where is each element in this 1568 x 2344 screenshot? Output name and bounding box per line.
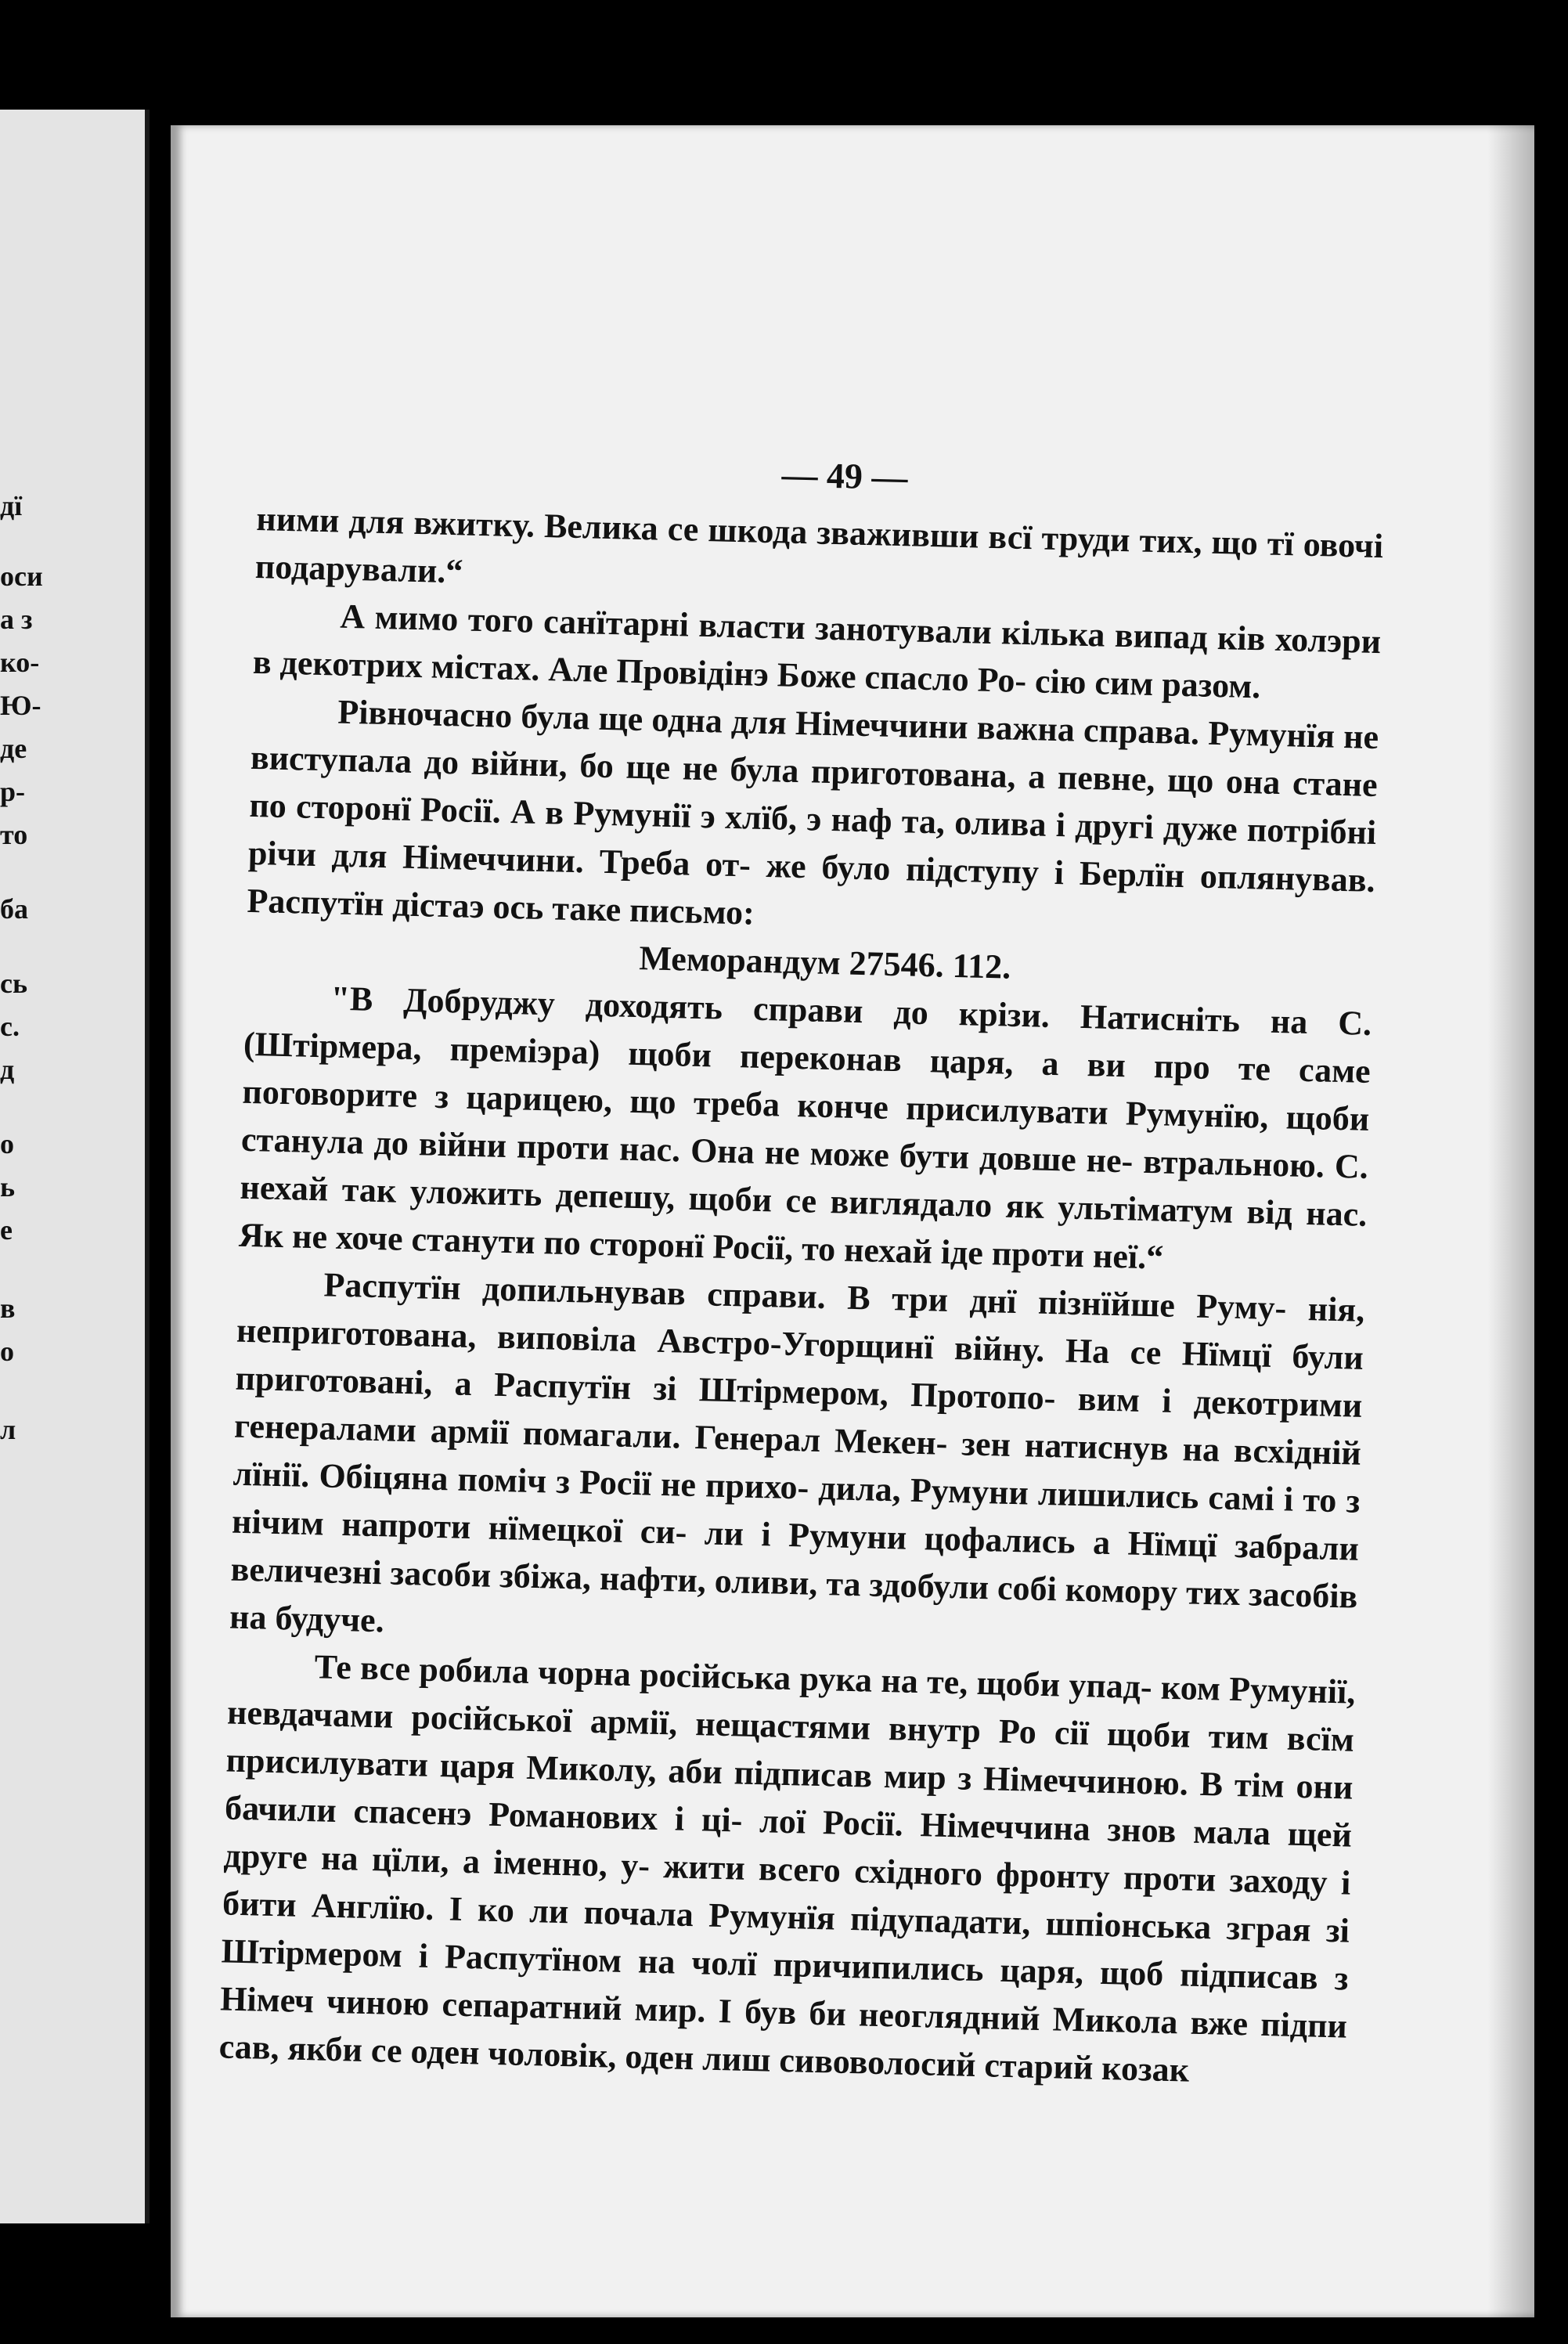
paragraph: Распутїн допильнував справи. В три днї пізнїйше Руму- нія, неприготована, виповіла Австро-Угорщинї війну. На се Нїмцї були приготовані, а Распутїн зі Штірмером, Протопо- вим і декотрими генералами армії помагали. Генерал Мекен- зен натиснув на всхідній лїнії. Обіцяна поміч з Росії не прихо- дила, Румуни лишились самі і то з нічим напроти нїмецкої си- ли і Румуни цофались а Нїмцї забрали величезні засоби збіжа, нафти, оливи, та здобули собі комору тих засобів на будуче.	[229, 1265, 1365, 1640]
left-page-fragment: Ю-	[0, 690, 41, 721]
paragraph: А мимо того санїтарні власти занотували кілька випад ків холэри в декотрих містах. Але Провідінэ Боже спасло Ро- сію сим разом.	[252, 597, 1382, 706]
left-page-fragment: оси	[0, 561, 43, 592]
paragraph: ними для вжитку. Велика се шкода зваживши всї труди тих, що тї овочі подарували.“	[254, 499, 1384, 591]
left-page-fragment: а з	[0, 604, 33, 635]
left-page-fragment: с.	[0, 1011, 20, 1042]
memorandum-heading: Меморандум 27546. 112.	[638, 939, 1011, 986]
left-page-fragment: дї	[0, 490, 23, 521]
left-page-fragment: д	[0, 1054, 15, 1085]
left-page-fragment: ко-	[0, 647, 40, 678]
left-page-fragment: р-	[0, 776, 26, 807]
left-page-fragment: о	[0, 1128, 14, 1159]
left-page-fragment: о	[0, 1336, 14, 1367]
paragraph: Рівночасно була ще одна для Німеччини важна справа. Румунїя не виступала до війни, бо ще не була приготована, а певне, що она стане по сторонї Росії. А в Румунії э хлїб, э наф та, олива і другі дуже потрібні річи для Німеччини. Треба от- же було підступу і Берлїн оплянував. Распутїн дістаэ ось таке письмо:	[246, 692, 1379, 932]
left-page-fragment: де	[0, 733, 27, 764]
left-page-fragment: ба	[0, 893, 28, 925]
left-facing-page	[0, 110, 150, 2223]
left-page-fragment: в	[0, 1293, 16, 1324]
page-number: — 49 —	[780, 454, 909, 498]
memorandum-text: "В Добруджу доходять справи до крізи. Натисніть на С. (Штірмера, преміэра) щоби переконав царя, а ви про те саме поговорите з царицею, що треба конче присилувати Румунїю, щоби станула до війни проти нас. Она не може бути довше не- втральною. С. нехай так уложить депешу, щоби се виглядало як ультіматум від нас. Як не хоче станути по сторонї Росії, то нехай іде проти неї.“	[238, 979, 1372, 1277]
left-page-fragment: е	[0, 1214, 13, 1246]
left-page-fragment: сь	[0, 968, 28, 999]
left-page-fragment: то	[0, 819, 28, 850]
paragraph: Те все робила чорна російська рука на те, щоби упад- ком Румунії, невдачами російської армії, нещастями внутр Ро сії щоби тим всїм присилувати царя Миколу, аби підписав мир з Німеччиною. В тім они бачили спасенэ Романових і ці- лої Росії. Німеччина знов мала щей друге на цїли, а іменно, у- жити всего східного фронту проти заходу і бити Англїю. І ко ли почала Румунїя підупадати, шпіонська зграя зі Штірмером і Распутїном на чолї причипились царя, щоб підписав з Німеч чиною сепаратний мир. І був би неоглядний Микола вже підпи сав, якби се оден чоловік, оден лиш сивоволосий старий козак	[218, 1647, 1356, 2090]
left-page-fragment: л	[0, 1414, 16, 1445]
book-page	[171, 125, 1534, 2317]
page-text-block	[218, 438, 1386, 2098]
left-page-fragment: ь	[0, 1171, 16, 1203]
